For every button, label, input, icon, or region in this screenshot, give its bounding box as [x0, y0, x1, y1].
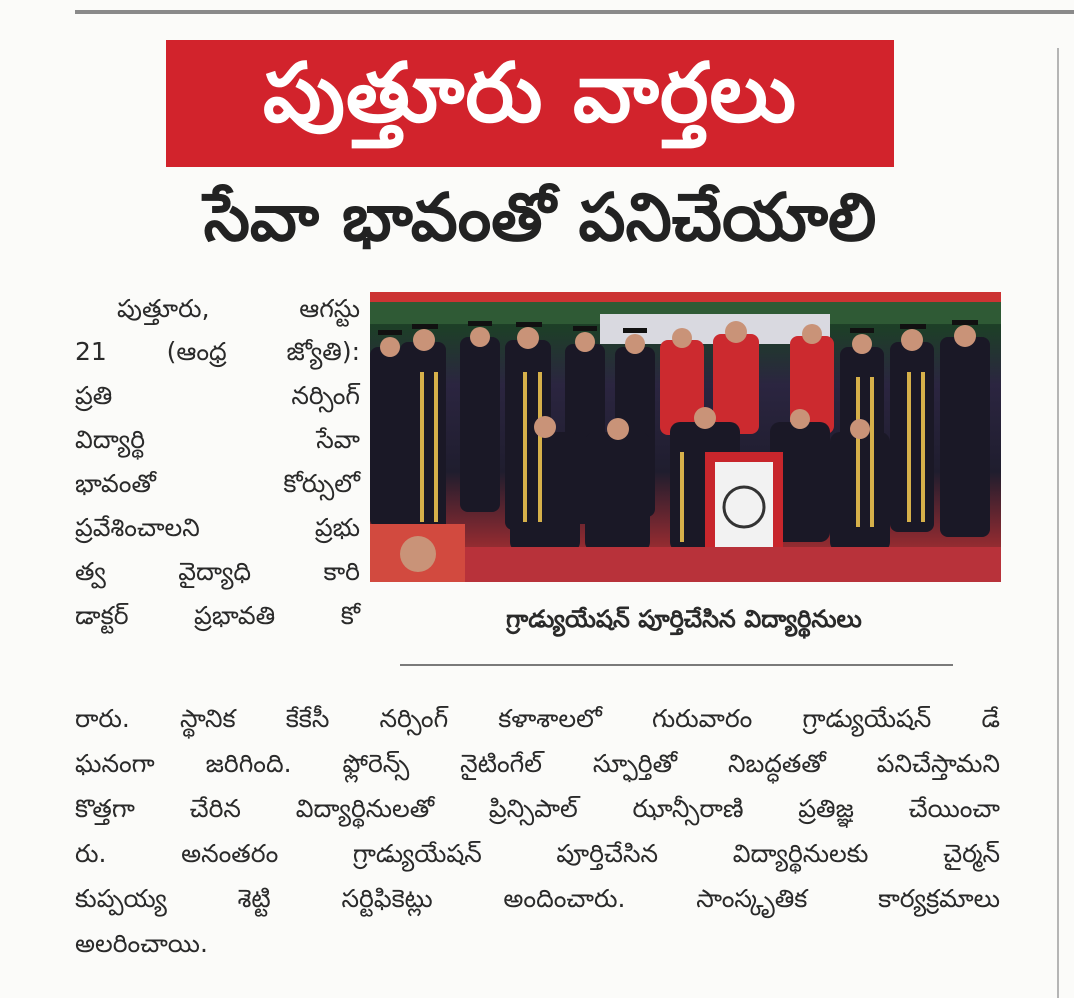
caption-rule — [400, 664, 953, 666]
photo-caption: గ్రాడ్యుయేషన్ పూర్తిచేసిన విద్యార్థినులు — [506, 605, 862, 633]
body-line: డాక్టర్ ప్రభావతి కో — [75, 601, 360, 630]
body-line: కుప్పయ్య శెట్టి సర్టిఫికెట్లు అందించారు. సాంస్కృతిక కార్యక్రమాలు — [75, 884, 1000, 913]
body-line: పుత్తూరు, ఆగస్టు — [117, 294, 360, 323]
body-line: ప్రతి నర్సింగ్ — [75, 381, 360, 410]
body-line: కొత్తగా చేరిన విద్యార్థినులతో ప్రిన్సిపాల్ ఝాన్సీరాణి ప్రతిజ్ఞ చేయించా — [75, 794, 1000, 823]
column-divider — [1057, 48, 1059, 998]
graduation-photo — [370, 292, 1001, 582]
body-line: విద్యార్థి సేవా — [75, 425, 360, 454]
body-line: ప్రవేశించాలని ప్రభు — [75, 513, 360, 542]
body-line: రు. అనంతరం గ్రాడ్యుయేషన్ పూర్తిచేసిన విద్యార్థినులకు చైర్మన్ — [75, 839, 1000, 868]
masthead-title: పుత్తూరు వార్తలు — [262, 46, 798, 141]
body-line: ఘనంగా జరిగింది. ఫ్లోరెన్స్ నైటింగేల్ స్ఫూర్తితో నిబద్ధతతో పనిచేస్తామని — [75, 749, 1000, 778]
body-line: రారు. స్థానిక కేకేసీ నర్సింగ్ కళాశాలలో గురువారం గ్రాడ్యుయేషన్ డే — [75, 704, 1000, 733]
article-headline: సేవా భావంతో పనిచేయాలి — [203, 178, 877, 256]
top-rule — [75, 10, 1074, 14]
body-line: 21 (ఆంధ్ర జ్యోతి): — [75, 337, 360, 366]
body-line: అలరించాయి. — [75, 929, 208, 958]
body-line: భావంతో కోర్సులో — [75, 469, 360, 498]
section-masthead — [166, 40, 894, 167]
body-line: త్వ వైద్యాధి కారి — [75, 557, 360, 586]
graduation-photo-illustration — [370, 292, 1001, 582]
